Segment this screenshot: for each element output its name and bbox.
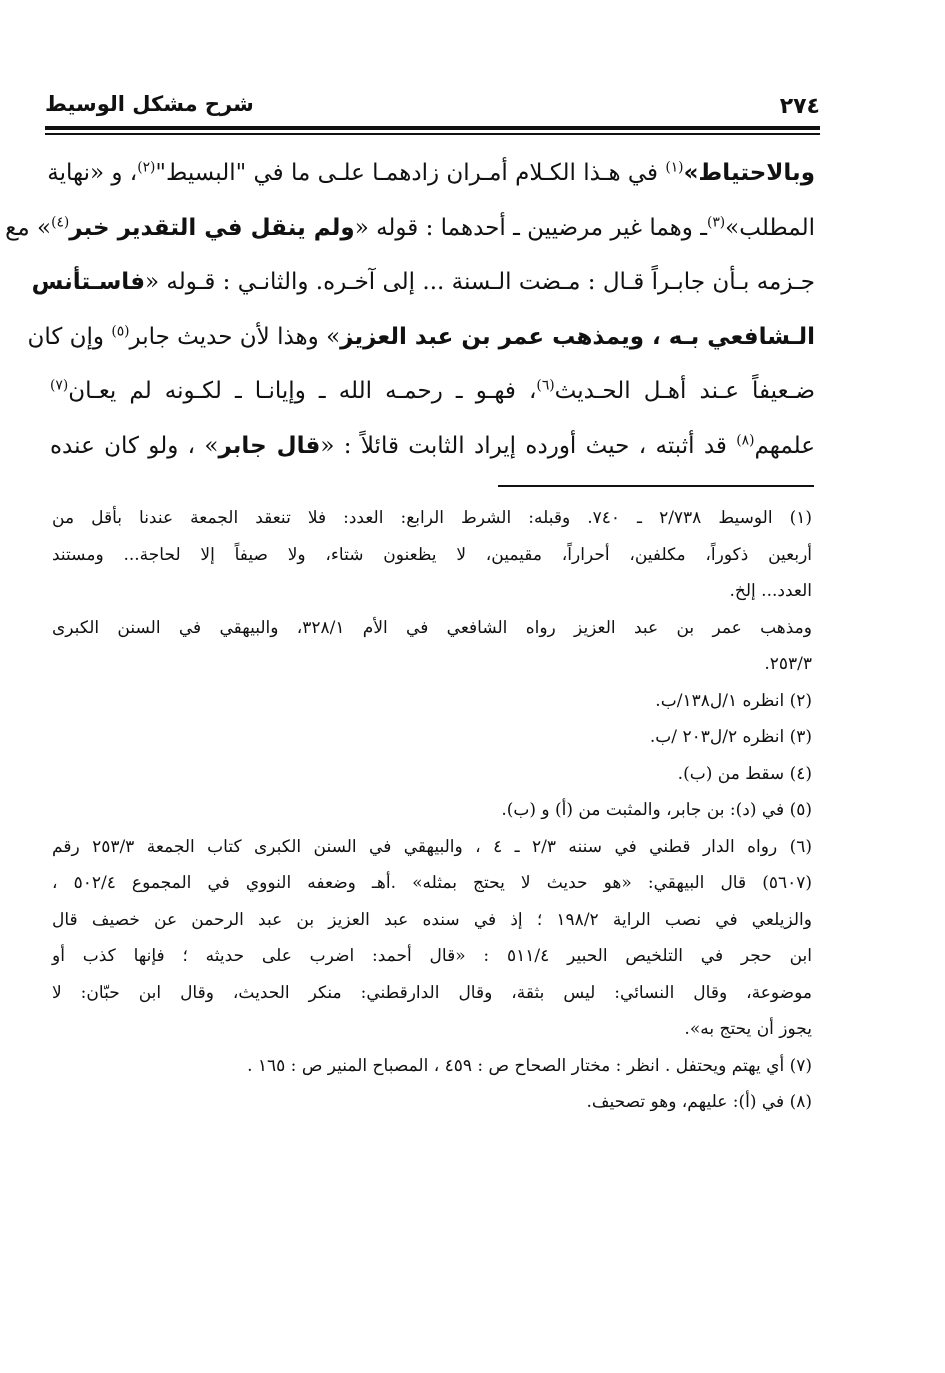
footnotes bbox=[52, 500, 812, 1121]
footnote-1-line-5: ٢٥٣/٣. bbox=[764, 654, 812, 674]
text-span: ، و «نهاية bbox=[47, 160, 138, 186]
footnote-separator bbox=[498, 485, 814, 487]
footnote-6-line-6: يجوز أن يحتج به». bbox=[684, 1019, 812, 1039]
text-span: جـزمه بـأن جابـراً قـال : مـضت الـسنة ... إلى آخـره. والثانـي : قـوله « bbox=[145, 269, 815, 295]
footnote-ref-7: (٧) bbox=[50, 377, 69, 394]
main-line-4 bbox=[27, 310, 815, 365]
bold-phrase: الـشافعي بـه ، ويمذهب عمر بن عبد العزيز bbox=[340, 323, 815, 350]
footnote-6-line-5: موضوعة، وقال النسائي: ليس بثقة، وقال الدارقطني: منكر الحديث، وقال ابن حبّان: لا bbox=[52, 982, 812, 1003]
footnote-7: (٧) أي يهتم ويحتفل . انظر : مختار الصحاح ص : ٤٥٩ ، المصباح المنير ص : ١٦٥ . bbox=[247, 1055, 812, 1076]
footnote-ref-6: (٦) bbox=[536, 377, 555, 394]
page-header bbox=[45, 88, 820, 124]
text-span: » مع bbox=[5, 214, 52, 241]
page-number: ٢٧٤ bbox=[779, 94, 820, 119]
footnote-1-line-2: أربعين ذكوراً، مكلفين، أحراراً، مقيمين، لا يظعنون شتاء، ولا صيفاً إلا لحاجة... ومستند bbox=[52, 544, 812, 565]
text-span: ـ وهما غير مرضيين ـ أحدهما : قوله « bbox=[354, 214, 707, 241]
bold-phrase: ولم ينقل في التقدير خبر bbox=[69, 214, 355, 241]
footnote-ref-5: (٥) bbox=[111, 322, 130, 339]
main-line-5 bbox=[50, 364, 815, 419]
footnote-ref-2: (٢) bbox=[137, 159, 156, 176]
footnote-ref-4: (٤) bbox=[51, 213, 70, 230]
main-line-3 bbox=[31, 255, 815, 310]
footnote-ref-3: (٣) bbox=[706, 213, 726, 230]
text-span: في هـذا الكـلام أمـران زادهمـا علـى ما في "البسيط" bbox=[155, 160, 666, 186]
footnote-ref-1: (١) bbox=[665, 159, 684, 176]
header-rule-thick bbox=[45, 126, 820, 130]
bold-phrase: قال جابر bbox=[218, 432, 321, 459]
footnote-1-line-4: ومذهب عمر بن عبد العزيز رواه الشافعي في الأم ٣٢٨/١، والبيهقي في السنن الكبرى bbox=[52, 617, 812, 638]
running-title: شرح مشكل الوسيط bbox=[45, 92, 254, 116]
text-span: علمهم bbox=[754, 432, 815, 459]
text-span: » ، ولو كان عنده bbox=[50, 432, 219, 459]
footnote-1-line-1: (١) الوسيط ٢/٧٣٨ ـ ٧٤٠. وقبله: الشرط الرابع: العدد: فلا تنعقد الجمعة عندنا بأقل من bbox=[52, 508, 812, 528]
text-span: » وهذا لأن حديث جابر bbox=[129, 323, 341, 350]
main-line-1 bbox=[47, 146, 815, 201]
footnote-ref-8: (٨) bbox=[736, 431, 755, 448]
main-text bbox=[5, 146, 815, 473]
footnote-2: (٢) انظره ١/ل١٣٨/ب. bbox=[655, 690, 812, 711]
text-span: وإن كان bbox=[27, 323, 112, 350]
main-line-2 bbox=[5, 201, 815, 256]
header-rule-thin bbox=[45, 133, 820, 135]
footnote-5: (٥) في (د): بن جابر، والمثبت من (أ) و (ب). bbox=[501, 800, 812, 820]
main-line-6 bbox=[50, 419, 815, 474]
footnote-4: (٤) سقط من (ب). bbox=[677, 763, 812, 784]
text-span: قد أثبته ، حيث أورده إيراد الثابت قائلاً : « bbox=[320, 432, 737, 459]
text-span: المطلب» bbox=[725, 214, 815, 241]
footnote-6-line-4: ابن حجر في التلخيص الحبير ٥١١/٤ : «قال أحمد: اضرب على حديثه ؛ فإنها كذب أو bbox=[52, 946, 812, 966]
footnote-6-line-2: (٥٦٠٧) قال البيهقي: «هو حديث لا يحتج بمثله» .أهـ وضعفه النووي في المجموع ٥٠٢/٤ ، bbox=[52, 873, 813, 893]
footnote-1-line-3: العدد... إلخ. bbox=[729, 581, 812, 601]
text-span: ضـعيفاً عـند أهـل الحـديث bbox=[554, 378, 815, 404]
footnote-3: (٣) انظره ٢/ل٢٠٣ /ب. bbox=[649, 727, 812, 747]
bold-phrase: فاسـتأنس bbox=[31, 269, 146, 295]
footnote-6-line-1: (٦) رواه الدار قطني في سننه ٢/٣ ـ ٤ ، والبيهقي في السنن الكبرى كتاب الجمعة ٢٥٣/٣ رقم bbox=[52, 836, 812, 857]
footnote-8: (٨) في (أ): عليهم، وهو تصحيف. bbox=[586, 1092, 812, 1112]
text-span: ، فهـو ـ رحمـه الله ـ وإيانـا ـ لكـونه لم يعـان bbox=[68, 378, 537, 404]
bold-phrase: وبالاحتياط» bbox=[683, 160, 815, 186]
footnote-6-line-3: والزيلعي في نصب الراية ١٩٨/٢ ؛ إذ في سنده عبد العزيز بن عبد الرحمن عن خصيف قال bbox=[52, 909, 812, 930]
